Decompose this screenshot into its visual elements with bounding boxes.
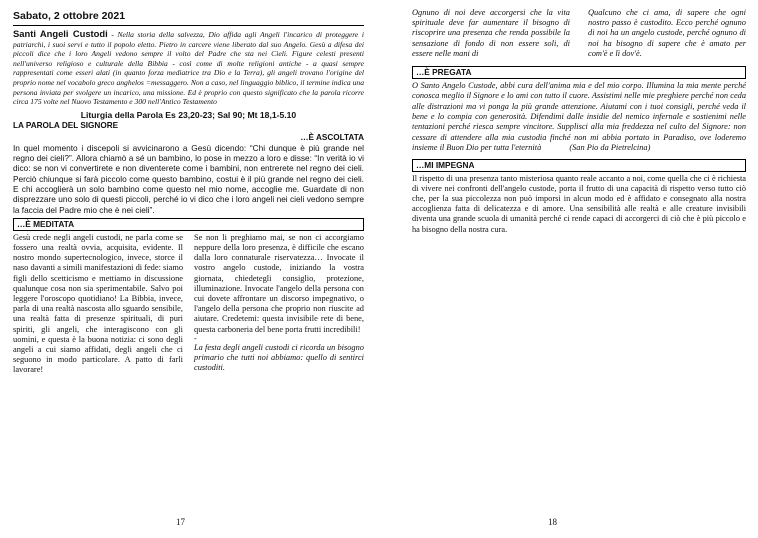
meditation-column-2-italic: La festa degli angeli custodi ci ricorda un bisogno primario che tutti noi abbiamo: quello di sentirci custoditi. — [194, 342, 364, 373]
saint-title: Santi Angeli Custodi — [13, 28, 108, 39]
left-page — [0, 0, 372, 538]
header-divider — [13, 25, 364, 26]
meditation-dash: - — [194, 333, 197, 343]
page-number-left: 17 — [176, 517, 185, 527]
meditation-column-2-text: Se non li preghiamo mai, se non ci accorgiamo neppure della loro presenza, è difficile che escano dalla loro connaturale riservatezza… Invocate il vostro angelo custode, iniziando la vostra giornata, chiedetegli consiglio, protezione, illuminazione. Invocate l'angelo della persona con cui dovete affrontare un discorso impegnativo, o l'angelo della persona che proprio non riuscite ad aiutare. Credetemi: questa invisibile rete di bene, questa carboneria del bene porta frutti incredibili! — [194, 232, 364, 334]
page-gutter — [372, 0, 386, 538]
date-header: Sabato, 2 ottobre 2021 — [13, 10, 126, 22]
right-page — [386, 0, 758, 538]
impegno-text: Il rispetto di una presenza tanto misteriosa quanto reale accanto a noi, come quella che ci è richiesta di vivere nei confronti dell'angelo custode, porta il frutto di una capacità di rispetto verso tutto ciò che, per la sua piccolezza non può imporsi in alcun modo ed è affidato e consegnato alla nostra accoglienza fatta di delicatezza e di amore. Una sensibilità alle realtà e alle creature invisibili diventa una grande scuola di umanità perché ci rende capaci di accorgerci di ciò che è più piccolo e ha bisogno della nostra cura. — [412, 174, 746, 234]
top-column-1: Ognuno di noi deve accorgersi che la vita spirituale deve far aumentare il bisogno di riscoprire una presenza che renda possibile la sensazione di fondo di non essere soli, di essere nelle mani di — [412, 8, 570, 58]
saint-text: - Nella storia della salvezza, Dio affida agli Angeli l'incarico di proteggere i patriarchi, i suoi servi e tutto il popolo eletto. Pietro in carcere viene liberato dal suo Angelo. Gesù a difesa dei piccoli dice che i loro Angeli vedono sempre il volto del Padre che sta nei Cieli. Figure celesti presenti nell'universo religioso e culturale della Bibbia - così come di molte religioni antiche - a quasi sempre rappresentati come esseri alati (in quanto forza mediatrice tra Dio e la Terra), gli angeli trovano l'origine del proprio nome nel vocabolo greco anghelos =messaggero. Non a caso, nel linguaggio biblico, il termine indica una persona inviata per svolgere un incarico, una missione. Ed è proprio con questo significato che la parola ricorre circa 175 volte nel Nuovo Testamento e 300 nell'Antico Testamento — [13, 30, 364, 107]
meditation-column-1: Gesù crede negli angeli custodi, ne parla come se fossero una realtà ovvia, acquisita, evidente. Il nostro mondo supertecnologico, invece, storce il naso davanti a simili manifestazioni di fede: siamo figli dello scetticismo e mettiamo in discussione qualunque cosa non sia sperimentabile. Salvo poi leggere l'oroscopo quotidiano! La Bibbia, invece, parla di una realtà nascosta allo sguardo sensibile, una realtà fatta di presenze spirituali, di puri spiriti, gli angeli, che interagiscono con gli uomini, e questa è la buona notizia: ci sono degli angeli a cui siamo affidati, degli angeli che ci seguono in modo particolare. A patto di farli lavorare! — [13, 232, 184, 375]
prayer-text: O Santo Angelo Custode, abbi cura dell'anima mia e del mio corpo. Illumina la mia mente perché conosca meglio il Signore e lo ami con tutto il cuore. Assistimi nelle mie preghiere perché non ceda alle distrazioni ma vi ponga la più grande attenzione. Aiutami con i tuoi consigli, perché veda il bene e lo compia con generosità. Difendimi dalle insidie del nemico infernale e sostienimi nelle tentazioni perché riesca sempre vincitore. Supplisci alla mia freddezza nel culto del Signore: non cessare di attendere alla mia custodia finché non mi abbia portato in Paradiso, ove loderemo insieme il Buon Dio per tutta l'eternità — [412, 81, 746, 152]
page-number-right: 18 — [548, 517, 557, 527]
meditation-columns — [13, 233, 364, 376]
saint-paragraph — [13, 29, 364, 107]
top-column-2: Qualcuno che ci ama, di sapere che ogni nostro passo è custodito. Ecco perché ognuno di noi ha un angelo custode, perché ognuno di noi ha bisogno di sapere che è amato per com'è e lì dov'è. — [588, 8, 746, 58]
top-columns — [412, 8, 746, 59]
parola-label: LA PAROLA DEL SIGNORE — [13, 120, 119, 130]
impegna-section-header: …MI IMPEGNA — [412, 159, 746, 172]
prayer-signature: (San Pio da Pietrelcina) — [569, 142, 651, 152]
liturgy-reference: Liturgia della Parola Es 23,20-23; Sal 90; Mt 18,1-5.10 — [80, 109, 297, 120]
meditata-section-header: …È MEDITATA — [13, 218, 364, 231]
ascoltata-label: …È ASCOLTATA — [300, 132, 364, 142]
pregata-section-header: …È PREGATA — [412, 66, 746, 79]
prayer-paragraph — [412, 81, 746, 153]
meditation-column-2 — [194, 233, 364, 376]
gospel-text: In quel momento i discepoli si avvicinarono a Gesù dicendo: “Chi dunque è più grande nel regno dei cieli?”. Allora chiamò a sé un bambino, lo pose in mezzo a loro e disse: “In verità io vi dico: se non vi convertirete e non diventerete come i bambini, non entrerete nel regno dei cieli. Perciò chiunque si farà piccolo come questo bambino, costui è il più grande nel regno dei cieli. E chi accoglierà un solo bambino come questo nel mio nome, accoglie me. Guardate di non disprezzare uno solo di questi piccoli, perché io vi dico che i loro angeli nei cieli vedono sempre la faccia del Padre mio che è nei cieli”. — [13, 142, 364, 215]
